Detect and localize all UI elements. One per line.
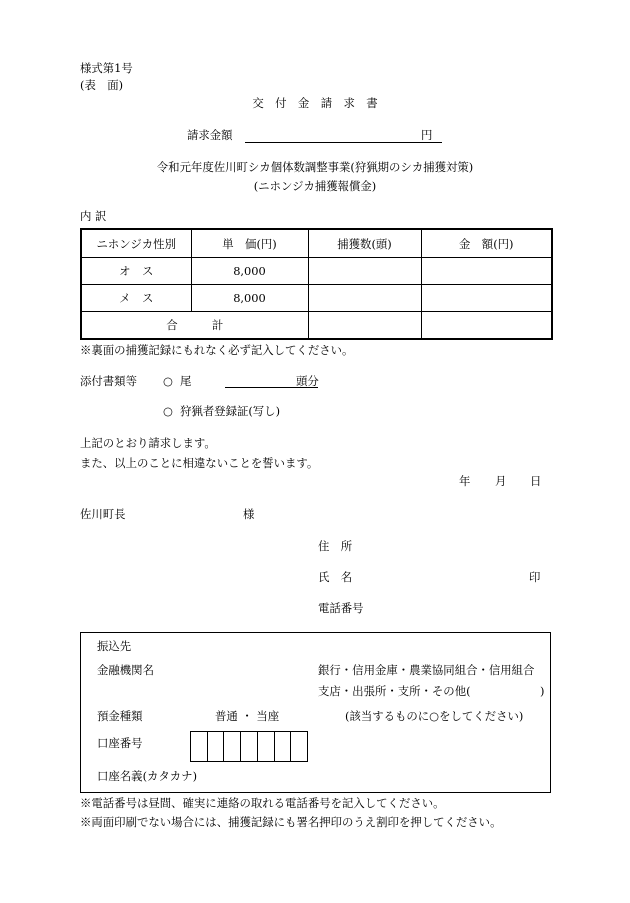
declaration-line-1: 上記のとおり請求します。 — [80, 436, 216, 450]
branch-types-close: ) — [540, 684, 545, 698]
table-row — [81, 258, 552, 285]
applicant-address-label: 住 所 — [318, 539, 353, 553]
account-digit-box — [275, 732, 292, 761]
header-count: 捕獲数(頭) — [308, 229, 421, 258]
breakdown-table — [80, 228, 553, 340]
table-row — [81, 285, 552, 312]
account-number-boxes — [190, 731, 308, 762]
breakdown-label: 内 訳 — [80, 209, 107, 223]
header-unit-price: 単 価(円) — [191, 229, 308, 258]
amount-unit: 円 — [421, 128, 433, 142]
form-side-label: (表 面) — [80, 78, 124, 92]
row-count — [308, 285, 421, 312]
account-digit-box — [191, 732, 208, 761]
seal-mark: 印 — [529, 570, 541, 584]
back-side-note: ※裏面の捕獲記録にもれなく必ず記入してください。 — [80, 343, 354, 357]
attachment-tail-unit: 頭分 — [296, 374, 319, 388]
account-digit-box — [258, 732, 275, 761]
institution-types: 銀行・信用金庫・農業協同組合・信用組合 — [318, 663, 535, 677]
attachments-label: 添付書類等 — [80, 374, 137, 388]
transfer-box — [80, 632, 551, 793]
row-count — [308, 258, 421, 285]
branch-types: 支店・出張所・支所・その他( — [318, 684, 471, 698]
date-year-label: 年 — [459, 474, 471, 488]
header-amount: 金 額(円) — [421, 229, 552, 258]
row-unit-price: 8,000 — [191, 285, 308, 312]
attachment-license-label: 狩猟者登録証(写し) — [180, 404, 281, 418]
addressee-name: 佐川町長 — [80, 507, 126, 521]
declaration-line-2: また、以上のことに相違ないことを誓います。 — [80, 456, 319, 470]
account-holder-label: 口座名義(カタカナ) — [97, 769, 198, 783]
circle-mark-icon: ○ — [163, 404, 173, 418]
account-type-note: (該当するものに○をしてください) — [345, 709, 524, 723]
form-title: 交 付 金 請 求 書 — [252, 96, 378, 110]
total-amount — [421, 312, 552, 340]
account-number-label: 口座番号 — [97, 736, 143, 750]
addressee-honorific: 様 — [243, 507, 255, 521]
amount-label: 請求金額 — [187, 128, 233, 142]
row-sex: メ ス — [81, 285, 191, 312]
footnote-phone: ※電話番号は昼間、確実に連絡の取れる電話番号を記入してください。 — [80, 796, 445, 810]
project-subtitle: (ニホンジカ捕獲報償金) — [253, 179, 377, 193]
date-day-label: 日 — [530, 474, 542, 488]
circle-mark-icon: ○ — [163, 374, 173, 388]
table-header-row — [81, 229, 552, 258]
amount-fill-line — [245, 128, 442, 143]
row-amount — [421, 258, 552, 285]
total-label: 合 計 — [81, 312, 308, 340]
form-number: 様式第1号 — [80, 61, 133, 75]
applicant-phone-label: 電話番号 — [318, 601, 364, 615]
project-name: 令和元年度佐川町シカ個体数調整事業(狩猟期のシカ捕獲対策) — [156, 160, 474, 174]
row-unit-price: 8,000 — [191, 258, 308, 285]
date-month-label: 月 — [495, 474, 507, 488]
account-digit-box — [224, 732, 241, 761]
attachment-tail-label: 尾 — [180, 374, 192, 388]
row-amount — [421, 285, 552, 312]
account-digit-box — [208, 732, 225, 761]
table-total-row — [81, 312, 552, 340]
institution-label: 金融機関名 — [97, 663, 154, 677]
account-digit-box — [291, 732, 307, 761]
account-type-options: 普通 ・ 当座 — [215, 709, 280, 723]
footnote-print: ※両面印刷でない場合には、捕獲記録にも署名押印のうえ割印を押してください。 — [80, 815, 502, 829]
account-digit-box — [241, 732, 258, 761]
row-sex: オ ス — [81, 258, 191, 285]
transfer-title: 振込先 — [97, 639, 132, 653]
account-type-label: 預金種類 — [97, 709, 143, 723]
applicant-name-label: 氏 名 — [318, 570, 353, 584]
header-sex: ニホンジカ性別 — [81, 229, 191, 258]
total-count — [308, 312, 421, 340]
